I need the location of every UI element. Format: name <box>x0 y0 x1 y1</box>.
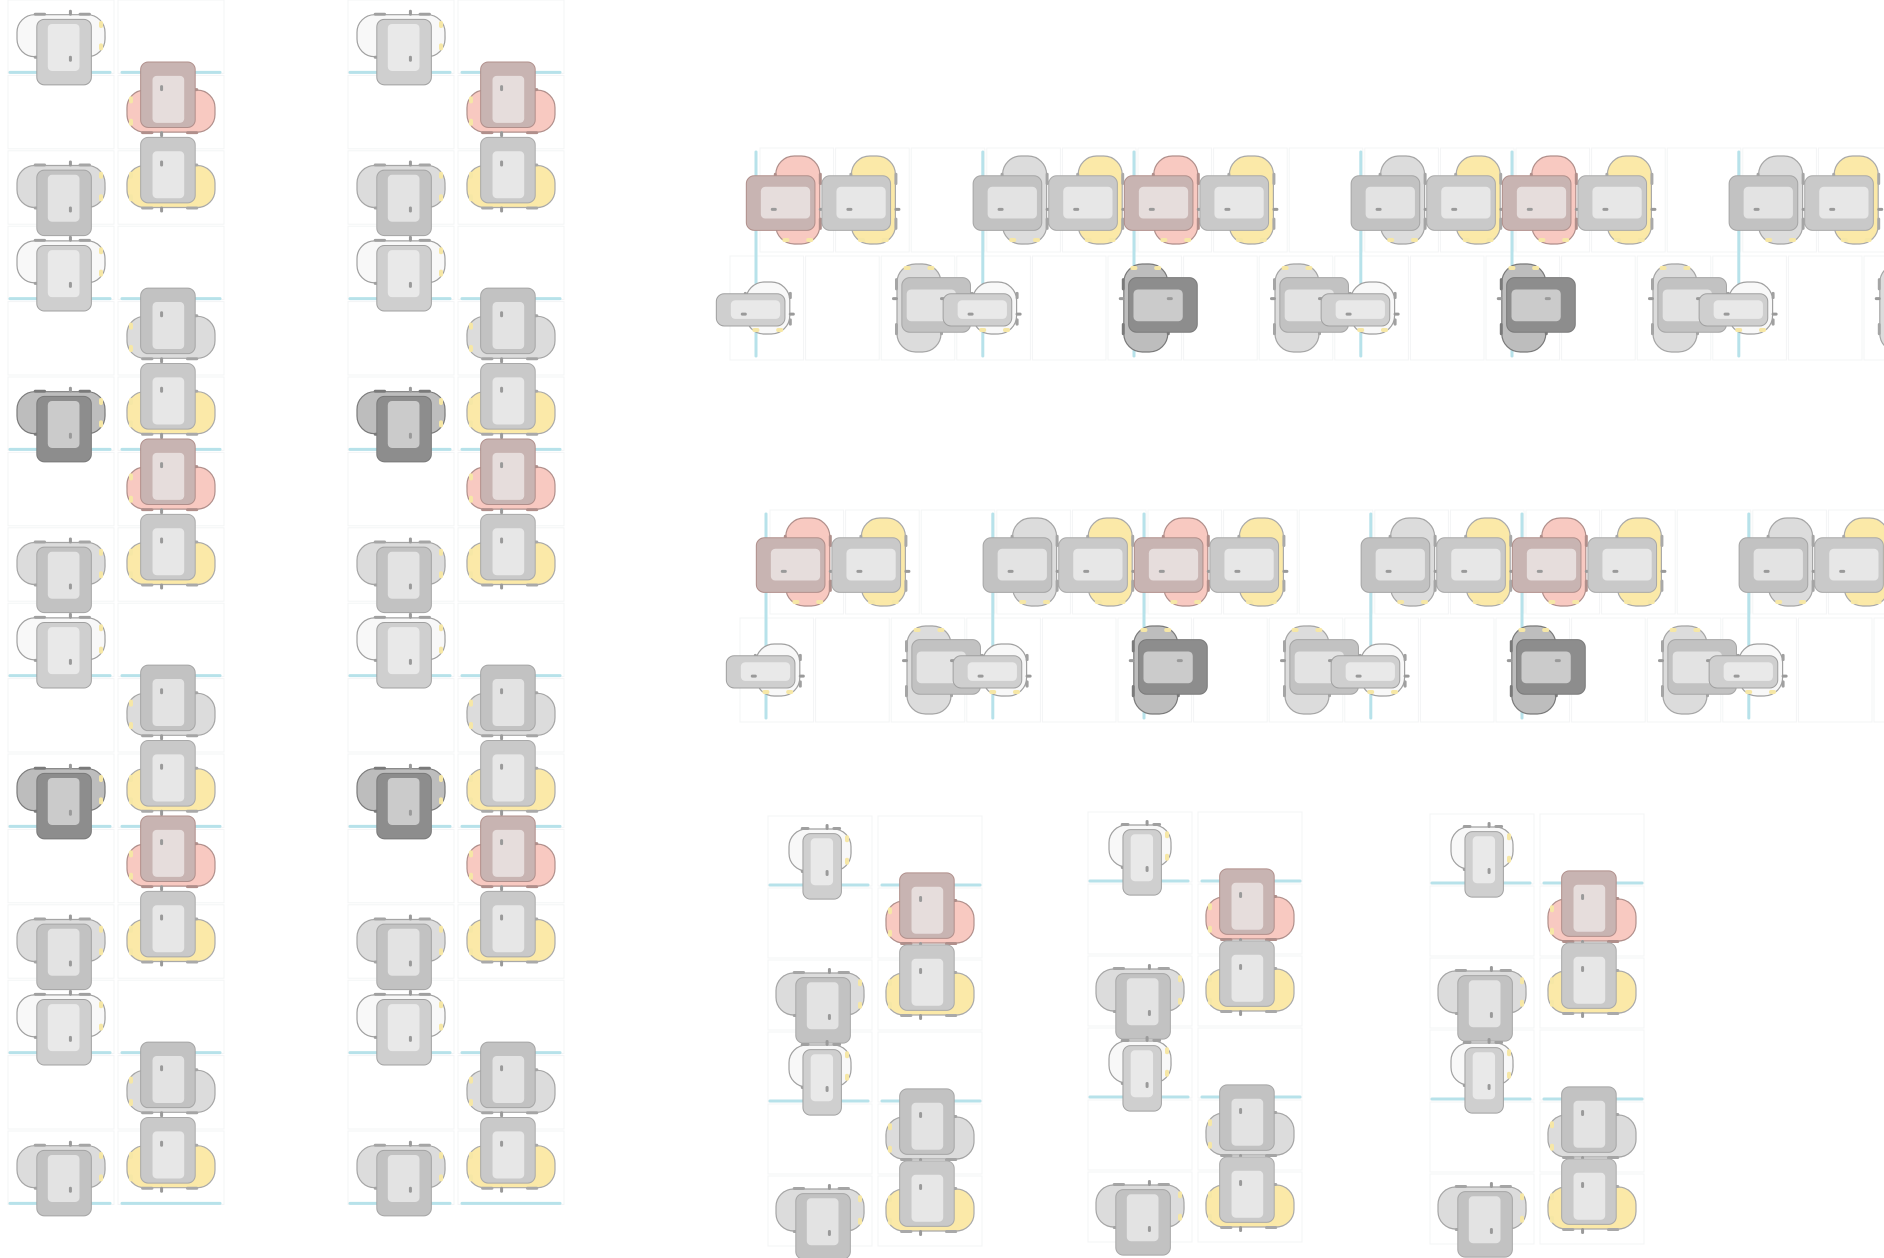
parking-space <box>8 302 114 375</box>
parking-space <box>348 1056 454 1129</box>
parking-space <box>8 829 114 902</box>
red-car-icon <box>756 518 834 607</box>
parking-space <box>348 302 454 375</box>
parking-space <box>1788 256 1862 360</box>
grey-car-icon <box>776 1184 865 1258</box>
parking-space <box>1042 618 1116 722</box>
parking-space <box>8 452 114 525</box>
parking-space <box>1410 256 1484 360</box>
parking-space <box>348 75 454 148</box>
parking-space <box>1032 256 1106 360</box>
parking-space <box>348 452 454 525</box>
red-car-icon <box>746 156 824 245</box>
parking-space <box>348 679 454 752</box>
grey-car-icon <box>1438 1182 1527 1257</box>
grey-car-icon <box>1096 1180 1185 1255</box>
parking-space <box>806 256 880 360</box>
parking-space <box>8 679 114 752</box>
parking-space <box>1798 618 1872 722</box>
parking-space <box>1874 618 1884 722</box>
white-car-icon <box>716 282 794 335</box>
parking-space <box>1420 618 1494 722</box>
parking-space <box>8 75 114 148</box>
white-car-icon <box>726 644 804 697</box>
parking-space <box>8 1056 114 1129</box>
parking-space <box>348 829 454 902</box>
parking-space <box>816 618 890 722</box>
